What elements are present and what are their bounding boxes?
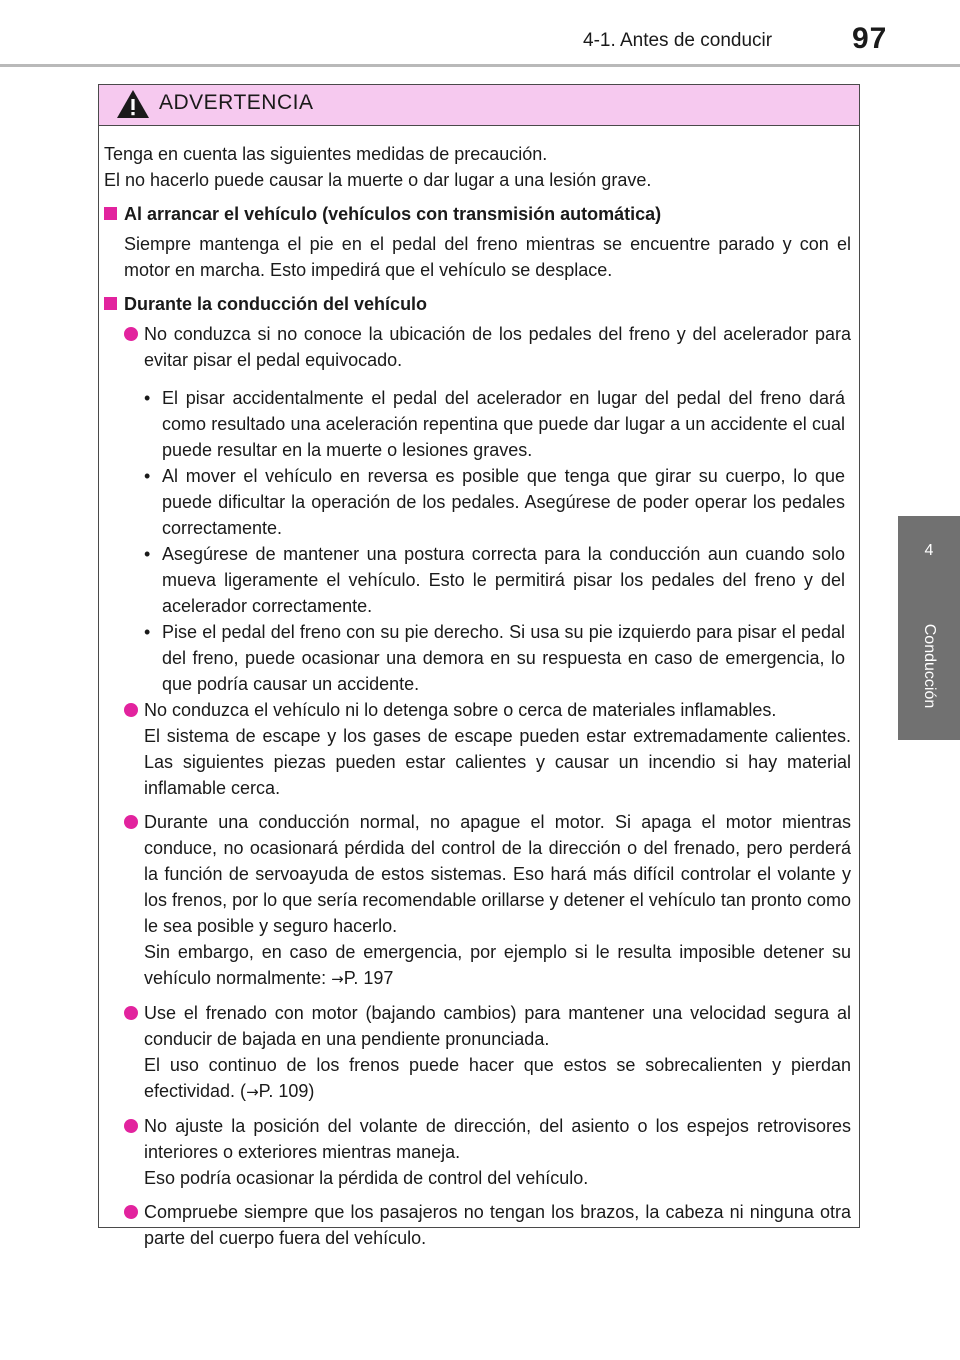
section-body: Siempre mantenga el pie en el pedal del freno mientras se encuentre parado y con el motor en marcha. Esto impedirá que el vehículo se desplace. xyxy=(124,234,851,280)
chapter-number: 4 xyxy=(924,542,934,559)
page-number: 97 xyxy=(852,22,888,55)
circle-bullet-icon xyxy=(124,703,138,717)
square-bullet-icon xyxy=(104,297,117,310)
sub-bullet-item: • Asegúrese de mantener una postura correcta para la conducción aun cuando solo mueva ligeramente el vehículo. Esto le permitirá pisar los pedales del freno y del acelerador correctamente. xyxy=(104,541,851,619)
sub-bullet-list xyxy=(104,385,851,697)
page-header xyxy=(0,0,960,70)
sub-bullet-item: • El pisar accidentalmente el pedal del acelerador en lugar del pedal del freno dará como resultado una aceleración repentina que puede dar lugar a un accidente el cual puede resultar en la muerte o lesiones graves. xyxy=(104,385,851,463)
circle-bullet-icon xyxy=(124,1119,138,1133)
arrow-right-icon: → xyxy=(246,1083,259,1101)
sub-bullet-item: • Pise el pedal del freno con su pie derecho. Si usa su pie izquierdo para pisar el pedal del freno, puede ocasionar una demora en su respuesta en caso de emergencia, lo que podría causar un accidente. xyxy=(104,619,851,697)
list-item xyxy=(104,321,851,373)
list-item xyxy=(104,1199,851,1251)
list-item-text: El uso continuo de los frenos puede hacer que estos se sobrecalienten y pierdan efectividad. (→P. 109) xyxy=(144,1055,851,1101)
section-heading xyxy=(104,201,851,227)
circle-bullet-icon xyxy=(124,1205,138,1219)
bullet-dot-icon: • xyxy=(144,544,151,564)
chapter-tab xyxy=(898,516,960,740)
warning-title: ADVERTENCIA xyxy=(159,91,314,114)
warning-header xyxy=(99,85,859,126)
list-item-text: Sin embargo, en caso de emergencia, por ejemplo si le resulta imposible detener su vehículo normalmente: →P. 197 xyxy=(144,942,851,988)
sub-bullet-item: • Al mover el vehículo en reversa es posible que tenga que girar su cuerpo, lo que puede dificultar la operación de los pedales. Asegúrese de poder operar los pedales correctamente. xyxy=(104,463,851,541)
square-bullet-icon xyxy=(104,207,117,220)
list-item-text: No ajuste la posición del volante de dirección, del asiento o los espejos retrovisores interiores o exteriores mientras maneja. xyxy=(144,1116,851,1162)
page-reference[interactable]: P. 197 xyxy=(343,968,394,988)
page-reference[interactable]: P. 109) xyxy=(258,1081,315,1101)
list-item xyxy=(104,809,851,992)
list-item-text: El sistema de escape y los gases de escape pueden estar extremadamente calientes. Las siguientes piezas pueden estar calientes y causar un incendio si hay material inflamable cerca. xyxy=(144,726,851,798)
section-heading xyxy=(104,291,851,317)
list-item-text: Compruebe siempre que los pasajeros no tengan los brazos, la cabeza ni ninguna otra parte del cuerpo fuera del vehículo. xyxy=(144,1202,851,1248)
list-item xyxy=(104,1000,851,1105)
arrow-right-icon: → xyxy=(331,970,344,988)
circle-bullet-icon xyxy=(124,815,138,829)
section-heading-text: Al arrancar el vehículo (vehículos con transmisión automática) xyxy=(124,204,662,224)
bullet-dot-icon: • xyxy=(144,466,151,486)
chapter-label: Conducción xyxy=(921,623,938,709)
header-divider xyxy=(0,64,960,67)
list-item-text: Durante una conducción normal, no apague el motor. Si apaga el motor mientras conduce, no ocasionará pérdida del control de la dirección o del frenado, pero perderá la función de servoayuda de estos sistemas. Eso hará más difícil controlar el volante y los frenos, por lo que sería recomendable orillarse y detener el vehículo tan pronto como le sea posible y seguro hacerlo. xyxy=(144,812,851,936)
bullet-dot-icon: • xyxy=(144,622,151,642)
list-item-text: Use el frenado con motor (bajando cambios) para mantener una velocidad segura al conducir de bajada en una pendiente pronunciada. xyxy=(144,1003,851,1049)
circle-bullet-icon xyxy=(124,1006,138,1020)
list-item-text: Eso podría ocasionar la pérdida de control del vehículo. xyxy=(144,1168,589,1188)
list-item xyxy=(104,1113,851,1191)
warning-box xyxy=(98,84,860,1248)
warning-content xyxy=(104,141,851,1251)
circle-bullet-icon xyxy=(124,327,138,341)
intro-line-1: Tenga en cuenta las siguientes medidas de precaución. xyxy=(104,144,548,164)
warning-triangle-icon xyxy=(116,89,150,119)
list-item-text: No conduzca el vehículo ni lo detenga sobre o cerca de materiales inflamables. xyxy=(144,700,777,720)
list-item-text: No conduzca si no conoce la ubicación de los pedales del freno y del acelerador para evitar pisar el pedal equivocado. xyxy=(144,324,851,370)
section-heading-text: Durante la conducción del vehículo xyxy=(124,294,428,314)
list-item xyxy=(104,697,851,801)
intro-line-2: El no hacerlo puede causar la muerte o dar lugar a una lesión grave. xyxy=(104,170,652,190)
bullet-dot-icon: • xyxy=(144,388,151,408)
section-title: 4-1. Antes de conducir xyxy=(583,30,773,51)
